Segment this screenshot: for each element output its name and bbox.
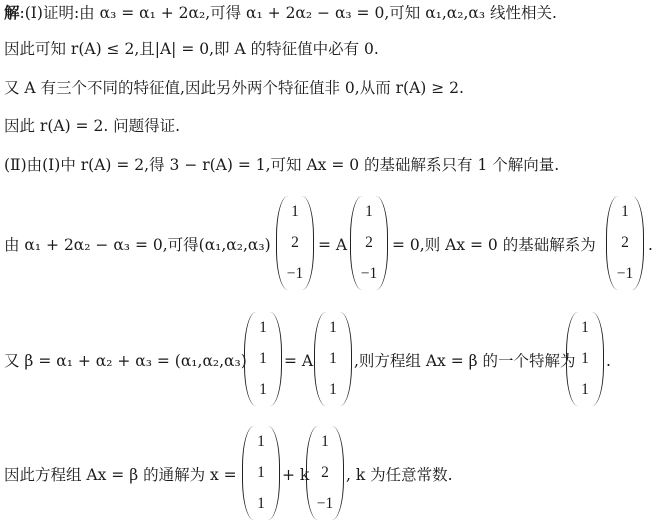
row6-suffix: = 0,则 Ax = 0 的基础解系为 [392,236,596,254]
row8-v2-entry: −1 [316,495,334,513]
row7-vector-3 [566,312,604,406]
row7-prefix: 又 β = α₁ + α₂ + α₃ = (α₁,α₂,α₃) [4,352,247,370]
row7-v2-entry: 1 [329,349,337,367]
row7-v2-entry: 1 [329,381,337,399]
row7-v3-entry: 1 [581,349,589,367]
row7-v2-entry: 1 [329,318,337,336]
row8-v1-entry: 1 [257,495,265,513]
row6-vector-3 [606,196,644,290]
row6-vector-1 [276,196,314,290]
row6-v2-entry: −1 [360,265,378,283]
row8-vector-2 [306,426,344,520]
row6-vector-2 [350,196,388,290]
row8-plus-k: + k [282,466,310,484]
row7-vector-1 [244,312,282,406]
row7-v1-entry: 1 [259,318,267,336]
solution-line-4: 因此 r(A) = 2. 问题得证. [4,117,181,135]
row7-v3-entry: 1 [581,381,589,399]
row6-equals-A: = A [318,236,348,254]
row7-v1-entry: 1 [259,349,267,367]
row6-v3-entry: 2 [621,233,629,251]
row6-prefix: 由 α₁ + 2α₂ − α₃ = 0,可得(α₁,α₂,α₃) [4,236,271,254]
row8-v1-entry: 1 [257,432,265,450]
row6-v1-entry: −1 [286,265,304,283]
row8-v2-entry: 2 [321,463,329,481]
solution-line-1 [4,2,557,24]
row7-equals-A: = A [284,352,314,370]
row8-prefix: 因此方程组 Ax = β 的通解为 x = [4,466,237,484]
solution-line-5: (Ⅱ)由(Ⅰ)中 r(A) = 2,得 3 − r(A) = 1,可知 Ax = 0 的基础解系只有 1 个解向量. [4,156,560,174]
row8-v2-entry: 1 [321,432,329,450]
row7-suffix: ,则方程组 Ax = β 的一个特解为 [354,352,576,370]
row7-period: . [606,352,611,370]
row8-suffix: , k 为任意常数. [346,466,453,484]
row7-v1-entry: 1 [259,381,267,399]
solution-label: 解 [4,3,20,22]
solution-line-2: 因此可知 r(A) ≤ 2,且|A| = 0,即 A 的特征值中必有 0. [4,40,379,58]
row6-v1-entry: 1 [291,202,299,220]
row7-v3-entry: 1 [581,318,589,336]
row7-vector-2 [314,312,352,406]
row6-period: . [648,236,653,254]
row6-v2-entry: 1 [365,202,373,220]
row6-v3-entry: −1 [616,265,634,283]
part-1-proof-text: :(Ⅰ)证明:由 α₃ = α₁ + 2α₂,可得 α₁ + 2α₂ − α₃ = 0,可知 α₁,α₂,α₃ 线性相关. [19,4,557,22]
row6-v2-entry: 2 [365,233,373,251]
solution-line-3: 又 A 有三个不同的特征值,因此另外两个特征值非 0,从而 r(A) ≥ 2. [4,79,464,97]
row6-v3-entry: 1 [621,202,629,220]
row6-v1-entry: 2 [291,233,299,251]
row8-v1-entry: 1 [257,463,265,481]
row8-vector-1 [242,426,280,520]
